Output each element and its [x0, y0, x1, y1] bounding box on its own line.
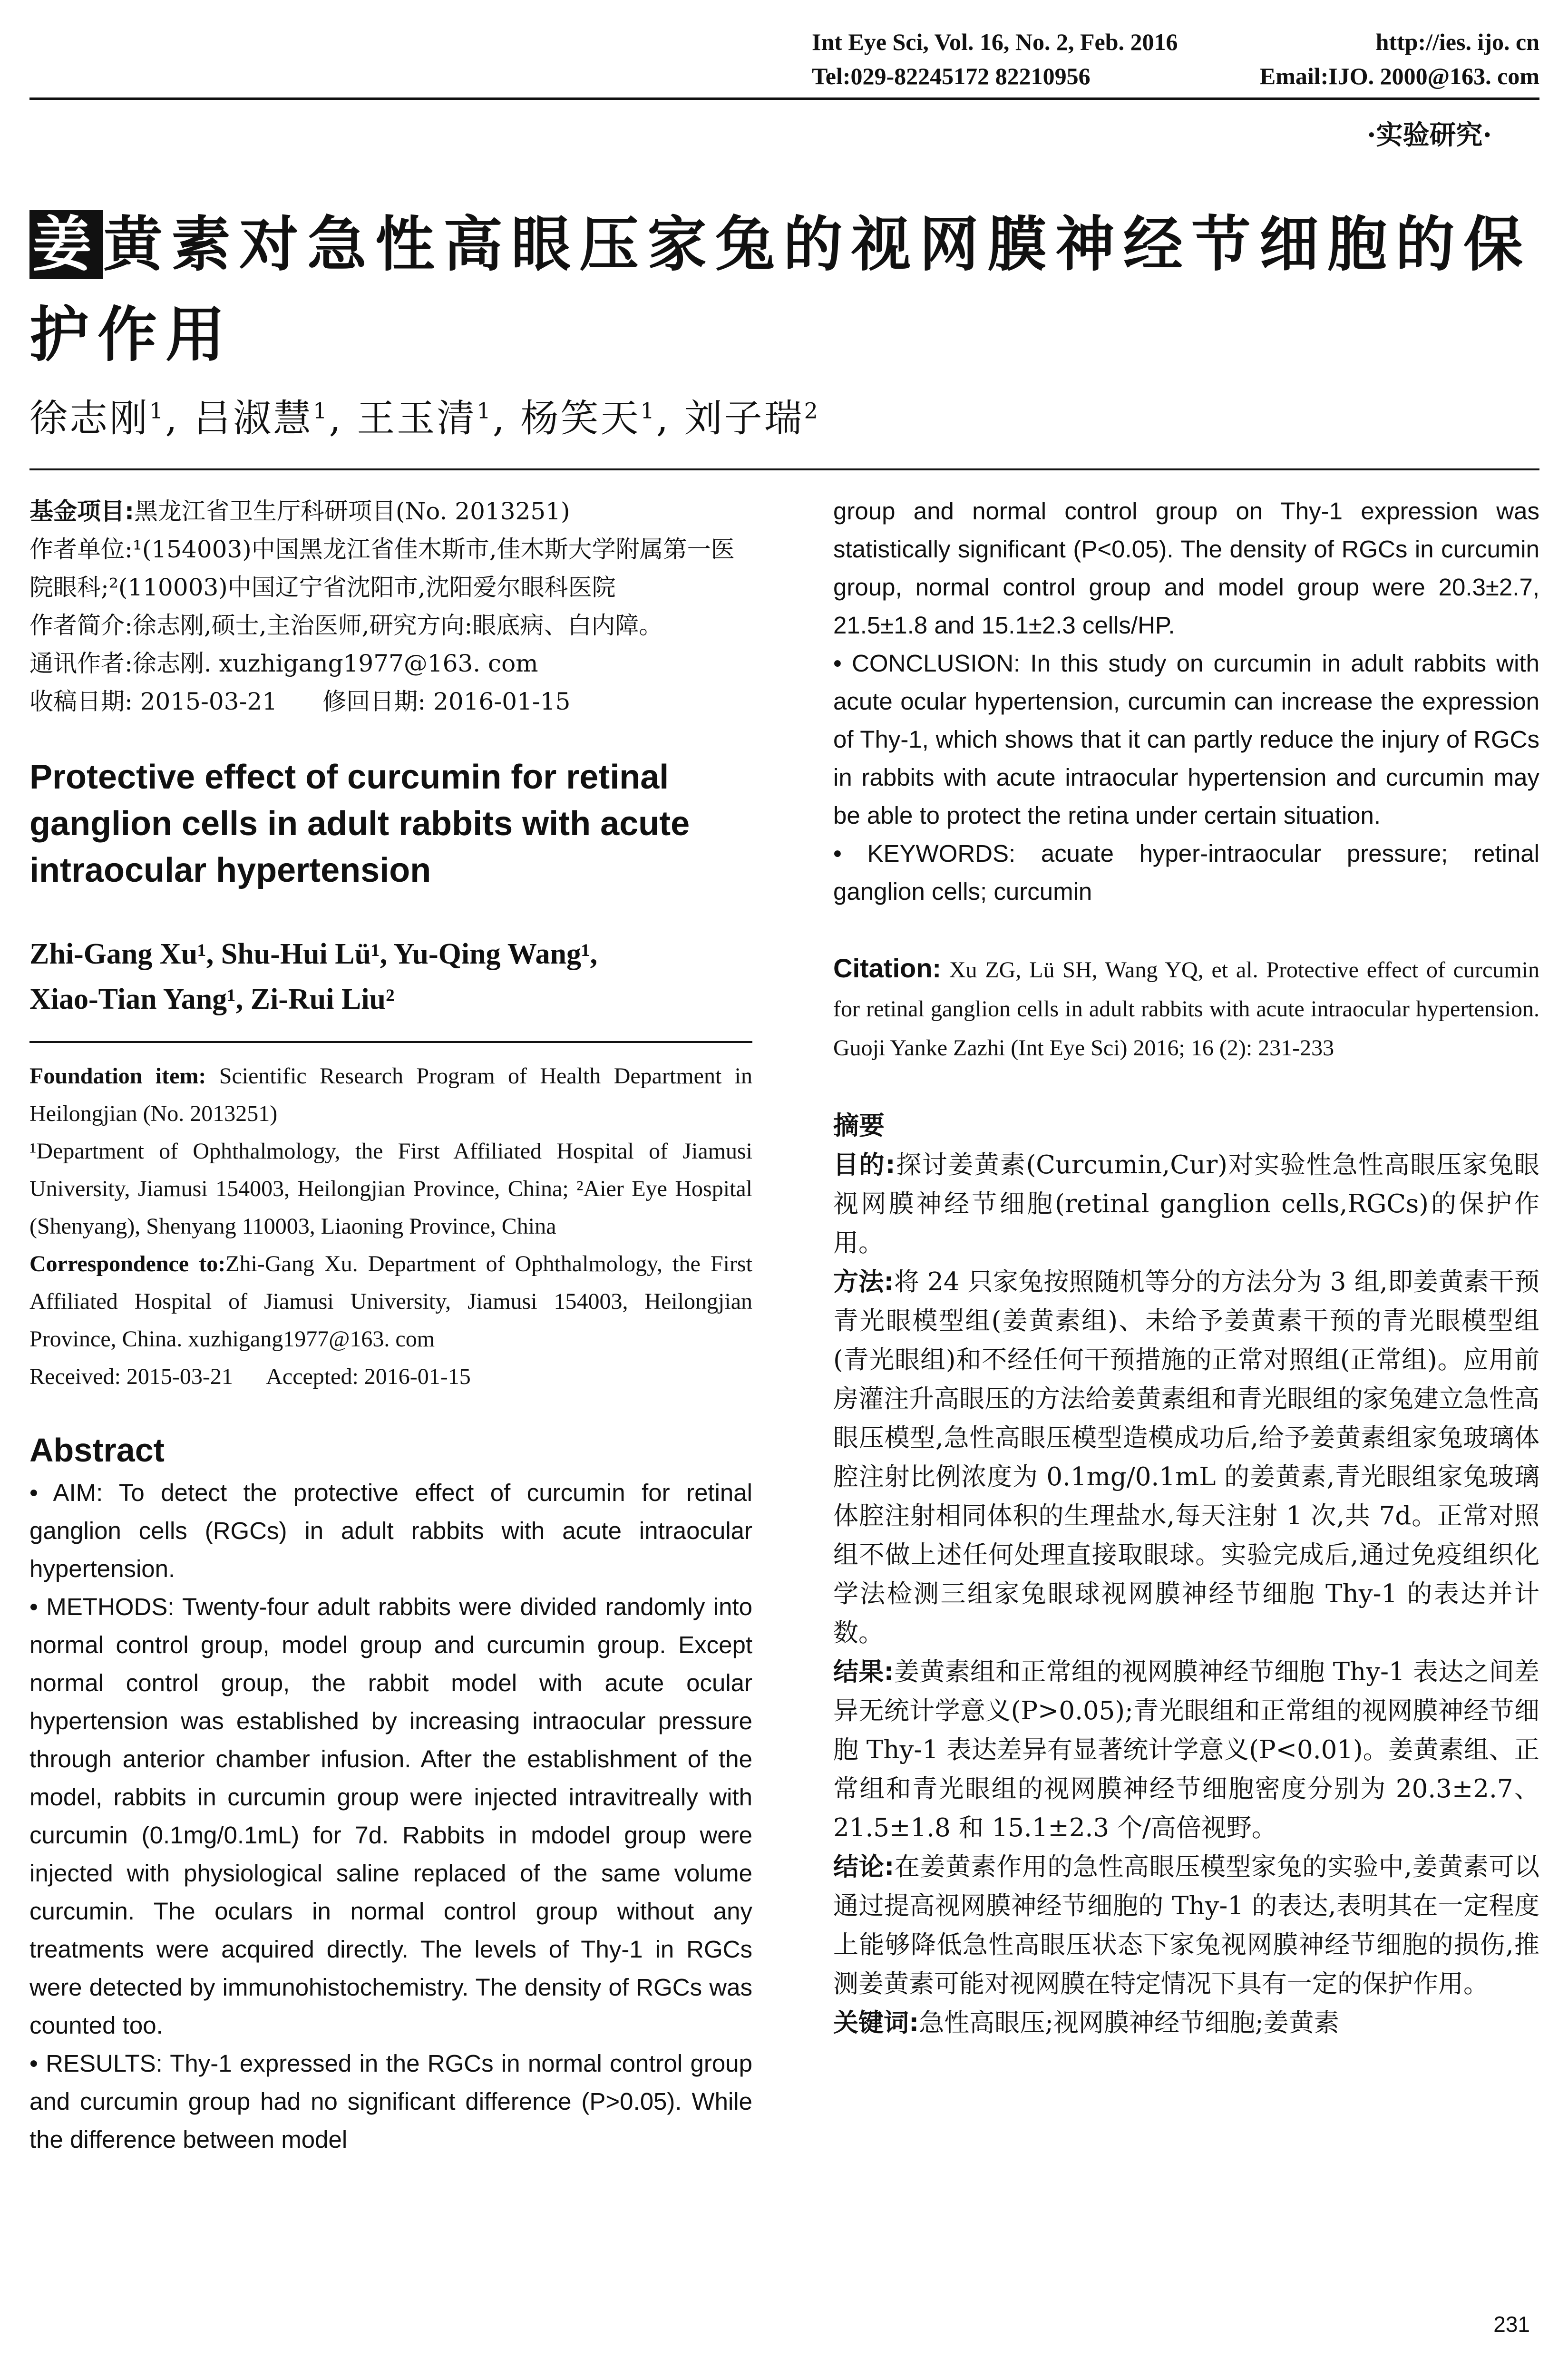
dates-cn: 收稿日期: 2015-03-21 修回日期: 2016-01-15: [29, 688, 571, 715]
abstract-results-right: group and normal control group on Thy-1 expression was statistically significant (P<0.05). The density of RGCs in curcumin group, normal control group and model group were 20.3±2.7, 21.5±1.8 and 15.1±2.3 cells/HP.: [833, 497, 1539, 639]
article-title: [29, 200, 1542, 380]
zh-keywords-text: 急性高眼压;视网膜神经节细胞;姜黄素: [919, 2008, 1339, 2037]
citation-label: Citation:: [833, 953, 942, 983]
zh-aim: [833, 1146, 1539, 1263]
title-first-char: 姜: [29, 210, 103, 279]
zh-keywords-label: 关键词:: [833, 2008, 919, 2037]
zh-results: [833, 1653, 1539, 1848]
zh-keywords: [833, 2004, 1539, 2043]
english-authors-line1: Zhi-Gang Xu¹, Shu-Hui Lü¹, Yu-Qing Wang¹,: [29, 938, 598, 970]
english-authors-line2: Xiao-Tian Yang¹, Zi-Rui Liu²: [29, 983, 395, 1015]
journal-citation: Int Eye Sci, Vol. 16, No. 2, Feb. 2016: [812, 29, 1178, 55]
zh-aim-text: 探讨姜黄素(Curcumin,Cur)对实验性急性高眼压家兔眼视网膜神经节细胞(retinal ganglion cells,RGCs)的保护作用。: [833, 1150, 1540, 1257]
abstract-right: [833, 492, 1539, 911]
affil-text: ¹(154003)中国黑龙江省佳木斯市,佳木斯大学附属第一医院眼科;²(110003)中国辽宁省沈阳市,沈阳爱尔眼科医院: [29, 536, 735, 601]
authors-rule: [29, 468, 1539, 470]
affiliations-en: ¹Department of Ophthalmology, the First Affiliated Hospital of Jiamusi University, Jiamusi 154003, Heilongjian Province, China; ²Aier Eye Hospital (Shenyang), Shenyang 110003, Liaoning Province, China: [29, 1139, 752, 1239]
citation: [833, 949, 1539, 1068]
left-column: [29, 492, 752, 2159]
foundation-text: Scientific Research Program of Health Department in Heilongjian (No. 2013251): [29, 1063, 752, 1126]
zh-results-label: 结果:: [833, 1657, 894, 1686]
authors-en-rule: [29, 1041, 752, 1043]
author-name: 徐志刚: [29, 396, 149, 440]
abstract-aim: • AIM: To detect the protective effect of curcumin for retinal ganglion cells (RGCs) in adult rabbits with acute intraocular hypertension.: [29, 1479, 752, 1582]
authors-cn: [29, 388, 820, 442]
corr-text: Zhi-Gang Xu. Department of Ophthalmology, the First Affiliated Hospital of Jiamusi University, Jiamusi 154003, Heilongjian Province, China. xuzhigang1977@163. com: [29, 1251, 752, 1352]
header-rule: [29, 97, 1539, 100]
zh-conclusion-text: 在姜黄素作用的急性高眼压模型家兔的实验中,姜黄素可以通过提高视网膜神经节细胞的 Thy-1 的表达,表明其在一定程度上能够降低急性高眼压状态下家兔视网膜神经节细胞的损伤,推测姜黄素可能对视网膜在特定情况下具有一定的保护作用。: [833, 1852, 1539, 1998]
foundation-label: Foundation item:: [29, 1063, 206, 1089]
author-name: 王玉清: [357, 396, 477, 440]
fund-label: 基金项目:: [29, 497, 134, 525]
author-name: 刘子瑞: [684, 396, 804, 440]
zh-conclusion-label: 结论:: [833, 1852, 895, 1881]
author-sup: 1: [149, 398, 166, 424]
dates-en: Received: 2015-03-21 Accepted: 2016-01-15: [29, 1364, 471, 1389]
page-number: 231: [1493, 2312, 1530, 2337]
author-name: 吕淑慧: [193, 396, 313, 440]
author-sup: 1: [313, 398, 329, 424]
correspondence: [29, 1245, 752, 1358]
journal-tel: Tel:029-82245172 82210956: [812, 63, 1091, 89]
section-label: ·实验研究·: [1367, 119, 1492, 151]
fund-text: 黑龙江省卫生厅科研项目(No. 2013251): [134, 497, 570, 525]
abstract-left: [29, 1474, 752, 2159]
author-sup: 1: [640, 398, 656, 424]
zh-methods: [833, 1263, 1539, 1653]
bio-cn: 作者简介:徐志刚,硕士,主治医师,研究方向:眼底病、白内障。: [29, 612, 663, 639]
zh-abstract-heading: 摘要: [833, 1111, 885, 1140]
journal-email[interactable]: Email:IJO. 2000@163. com: [1259, 63, 1539, 89]
author-sep: ,: [492, 396, 507, 440]
abstract-methods: • METHODS: Twenty-four adult rabbits were divided randomly into normal control group, model group and curcumin group. Except normal control group, the rabbit model with acute ocular hypertension was established by increasing intraocular pressure through anterior chamber infusion. After the establishment of the model, rabbits in curcumin group were injected intravitreally with curcumin (0.1mg/0.1mL) for 7d. Rabbits in mdodel group were injected with physiological saline replaced of the same volume curcumin. The oculars in normal control group without any treatments were acquired directly. The levels of Thy-1 in RGCs were detected by immunohistochemistry. The density of RGCs was counted too.: [29, 1593, 752, 2039]
abstract-conclusion: • CONCLUSION: In this study on curcumin in adult rabbits with acute ocular hypertension, curcumin can increase the expression of Thy-1, which shows that it can partly reduce the injury of RGCs in rabbits with acute intraocular hypertension and curcumin may be able to protect the retina under certain situation.: [833, 650, 1539, 829]
title-rest: 黄素对急性高眼压家兔的视网膜神经节细胞的保护作用: [29, 210, 1531, 370]
author-sep: ,: [656, 396, 671, 440]
en-info: [29, 1057, 752, 1395]
zh-conclusion: [833, 1848, 1539, 2004]
english-title: Protective effect of curcumin for retinal ganglion cells in adult rabbits with acute intraocular hypertension: [29, 758, 690, 889]
info-cn: [29, 492, 752, 721]
zh-results-text: 姜黄素组和正常组的视网膜神经节细胞 Thy-1 表达之间差异无统计学意义(P>0.05);青光眼组和正常组的视网膜神经节细胞 Thy-1 表达差异有显著统计学意义(P<0.01)。姜黄素组、正常组和青光眼组的视网膜神经节细胞密度分别为 20.3±2.7、21.5±1.8 和 15.1±2.3 个/高倍视野。: [833, 1657, 1540, 1842]
journal-header: [812, 25, 1539, 93]
zh-methods-text: 将 24 只家兔按照随机等分的方法分为 3 组,即姜黄素干预青光眼模型组(姜黄素组)、未给予姜黄素干预的青光眼模型组(青光眼组)和不经任何干预措施的正常对照组(正常组)。应用前房灌注升高眼压的方法给姜黄素组和青光眼组的家兔建立急性高眼压模型,急性高眼压模型造模成功后,给予姜黄素组家兔玻璃体腔注射比例浓度为 0.1mg/0.1mL 的姜黄素,青光眼组家兔玻璃体腔注射相同体积的生理盐水,每天注射 1 次,共 7d。正常对照组不做上述任何处理直接取眼球。实验完成后,通过免疫组织化学法检测三组家兔眼球视网膜神经节细胞 Thy-1 的表达并计数。: [833, 1267, 1539, 1647]
abstract-keywords: • KEYWORDS: acuate hyper-intraocular pressure; retinal ganglion cells; curcumin: [833, 840, 1539, 905]
right-column: [833, 492, 1539, 2043]
author-sep: ,: [329, 396, 343, 440]
abstract-results-left: • RESULTS: Thy-1 expressed in the RGCs in normal control group and curcumin group had no significant difference (P>0.05). While the difference between model: [29, 2050, 752, 2153]
foundation-item: [29, 1057, 752, 1132]
english-authors: [29, 932, 752, 1022]
abstract-heading: Abstract: [29, 1432, 165, 1469]
citation-text: Xu ZG, Lü SH, Wang YQ, et al. Protective effect of curcumin for retinal ganglion cells in adult rabbits with acute intraocular hypertension. Guoji Yanke Zazhi (Int Eye Sci) 2016; 16 (2): 231-233: [833, 957, 1539, 1061]
zh-abstract: [833, 1146, 1539, 2043]
affil-cn: [29, 530, 752, 606]
author-name: 杨笑天: [520, 396, 641, 440]
corr-cn: 通讯作者:徐志刚. xuzhigang1977@163. com: [29, 650, 538, 677]
affil-label: 作者单位:: [29, 536, 133, 563]
journal-url[interactable]: http://ies. ijo. cn: [1375, 29, 1539, 55]
fund-cn: [29, 492, 752, 530]
author-sep: ,: [165, 396, 179, 440]
corr-label: Correspondence to:: [29, 1251, 226, 1276]
author-sup: 2: [804, 398, 820, 424]
zh-aim-label: 目的:: [833, 1150, 896, 1179]
zh-methods-label: 方法:: [833, 1267, 894, 1296]
author-sup: 1: [477, 398, 493, 424]
